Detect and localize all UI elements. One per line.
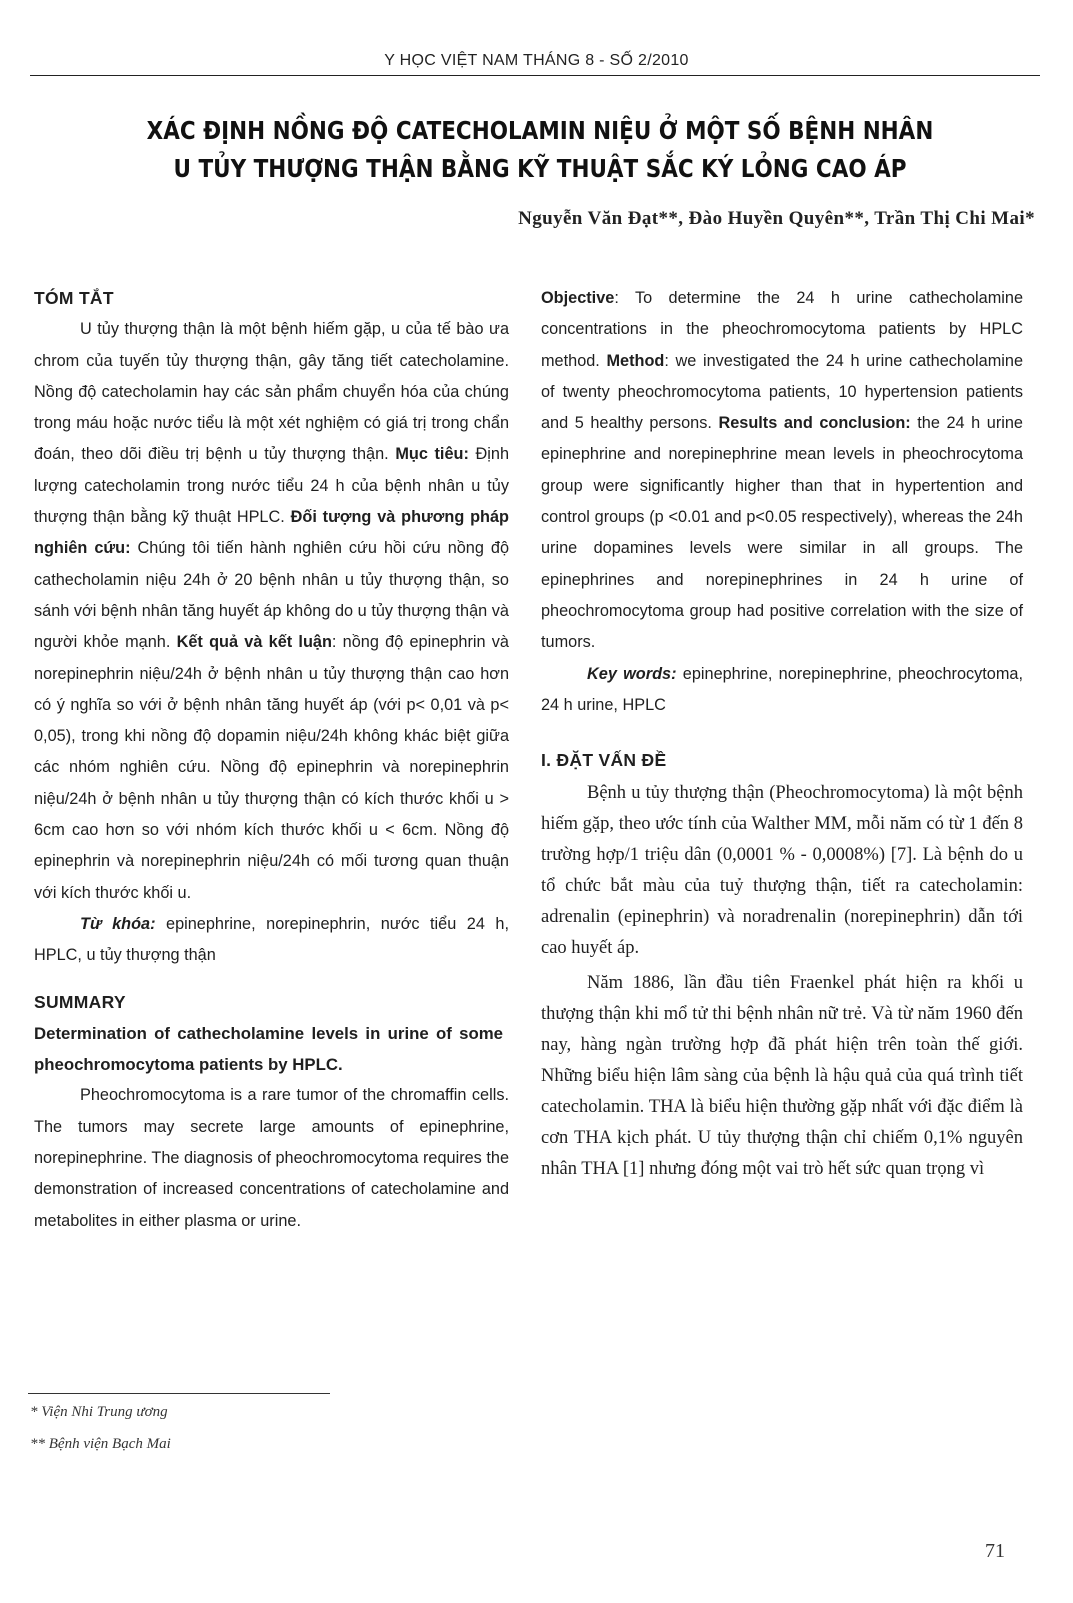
left-column <box>34 283 509 1237</box>
summary-keywords: Key words: epinephrine, norepinephrine, pheochrocytoma, 24 h urine, HPLC <box>541 664 1023 714</box>
summary-heading: SUMMARY <box>34 991 126 1012</box>
article-title-line-1: XÁC ĐỊNH NỒNG ĐỘ CATECHOLAMIN NIỆU Ở MỘT SỐ BỆNH NHÂN <box>146 116 934 145</box>
authors: Nguyễn Văn Đạt**, Đào Huyền Quyên**, Trần Thị Chi Mai* <box>518 208 1035 229</box>
tomtat-keywords: Từ khóa: epinephrine, norepinephrin, nước tiểu 24 h, HPLC, u tủy thượng thận <box>34 914 509 965</box>
summary-paragraph-right: Objective: To determine the 24 h urine cathecholamine concentrations in the pheochromocytoma patients by HPLC method. Method: we investigated the 24 h urine cathecholamine of twenty pheochromocytoma patients, 10 hypertension patients and 5 healthy persons. Results and conclusion: the 24 h urine epinephrine and norepinephrine mean levels in pheochrocytoma group were significantly higher than that in hypertention and control groups (p <0.01 and p<0.05 respectively), whereas the 24h urine dopamines levels were similar in all groups. The epinephrines and norepinephrines in 24 h urine of pheochromocytoma group had positive correlation with the size of tumors. <box>541 289 1024 652</box>
footnote-2: ** Bệnh viện Bạch Mai <box>30 1436 171 1452</box>
article-title-line-2: U TỦY THƯỢNG THẬN BẰNG KỸ THUẬT SẮC KÝ LỎNG CAO ÁP <box>173 154 907 183</box>
journal-header: Y HỌC VIỆT NAM THÁNG 8 - SỐ 2/2010 <box>384 52 689 69</box>
page-number: 71 <box>985 1540 1005 1562</box>
article-title <box>127 112 953 188</box>
right-column <box>541 283 1023 1185</box>
summary-paragraph-left: Pheochromocytoma is a rare tumor of the chromaffin cells. The tumors may secrete large amounts of epinephrine, norepinephrine. The diagnosis of pheochromocytoma requires the demonstration of increased concentrations of catecholamine and metabolites in either plasma or urine. <box>34 1086 509 1230</box>
header-rule <box>30 75 1040 76</box>
section1-paragraph-1: Bệnh u tủy thượng thận (Pheochromocytoma) là một bệnh hiếm gặp, theo ước tính của Walther MM, mỗi năm có từ 1 đến 8 trường hợp/1 triệu dân (0,0001 % - 0,0008%) [7]. Là bệnh do u tổ chức bắt màu của tuỷ thượng thận, tiết ra catecholamin: adrenalin (epinephrin) và noradrenalin (norepinephrin) dẫn tới cao huyết áp. <box>541 783 1023 959</box>
footnote-rule <box>28 1393 330 1394</box>
summary-subtitle: Determination of cathecholamine levels in urine of some pheochromocytoma patients by HPLC. <box>34 1023 503 1075</box>
tomtat-heading: TÓM TẮT <box>34 288 114 308</box>
footnote-1: * Viện Nhi Trung ương <box>30 1404 168 1420</box>
section1-heading: I. ĐẶT VẤN ĐỀ <box>541 750 667 771</box>
section1-paragraph-2: Năm 1886, lần đầu tiên Fraenkel phát hiện ra khối u thượng thận khi mổ tử thi bệnh nhân nữ trẻ. Và từ năm 1960 đến nay, hàng ngàn trường hợp đã phát hiện trên toàn thế giới. Những biểu hiện lâm sàng của bệnh là hậu quả của quá trình tiết catecholamin. THA là biểu hiện thường gặp nhất với đặc điểm là cơn THA kịch phát. U tủy thượng thận chỉ chiếm 0,1% nguyên nhân THA [1] nhưng đóng một vai trò hết sức quan trọng vì <box>541 973 1023 1180</box>
tomtat-paragraph: U tủy thượng thận là một bệnh hiếm gặp, u của tế bào ưa chrom của tuyến tủy thượng thận, gây tăng tiết catecholamine. Nồng độ catecholamin hay các sản phẩm chuyển hóa của chúng trong máu hoặc nước tiểu là một xét nghiệm có giá trị trong chẩn đoán, theo dõi điều trị bệnh u tủy thượng thận. Mục tiêu: Định lượng catecholamin trong nước tiểu 24 h của bệnh nhân u tủy thượng thận bằng kỹ thuật HPLC. Đối tượng và phương pháp nghiên cứu: Chúng tôi tiến hành nghiên cứu hồi cứu nồng độ cathecholamin niệu 24h ở 20 bệnh nhân u tủy thượng thận, so sánh với bệnh nhân tăng huyết áp không do u tủy thượng thận và người khỏe mạnh. Kết quả và kết luận: nồng độ epinephrin và norepinephrin niệu/24h ở bệnh nhân u tủy thượng thận cao hơn có ý nghĩa so với ở bệnh nhân tăng huyết áp (với p< 0,01 và p< 0,05), trong khi nồng độ dopamin niệu/24h không khác biệt giữa các nhóm nghiên cứu. Nồng độ epinephrin và norepinephrin niệu/24h ở bệnh nhân u tủy thượng thận có kích thước khối u > 6cm cao hơn so với nhóm kích thước khối u < 6cm. Nồng độ epinephrin và norepinephrin niệu/24h có mối tương quan thuận với kích thước khối u. <box>34 320 509 902</box>
